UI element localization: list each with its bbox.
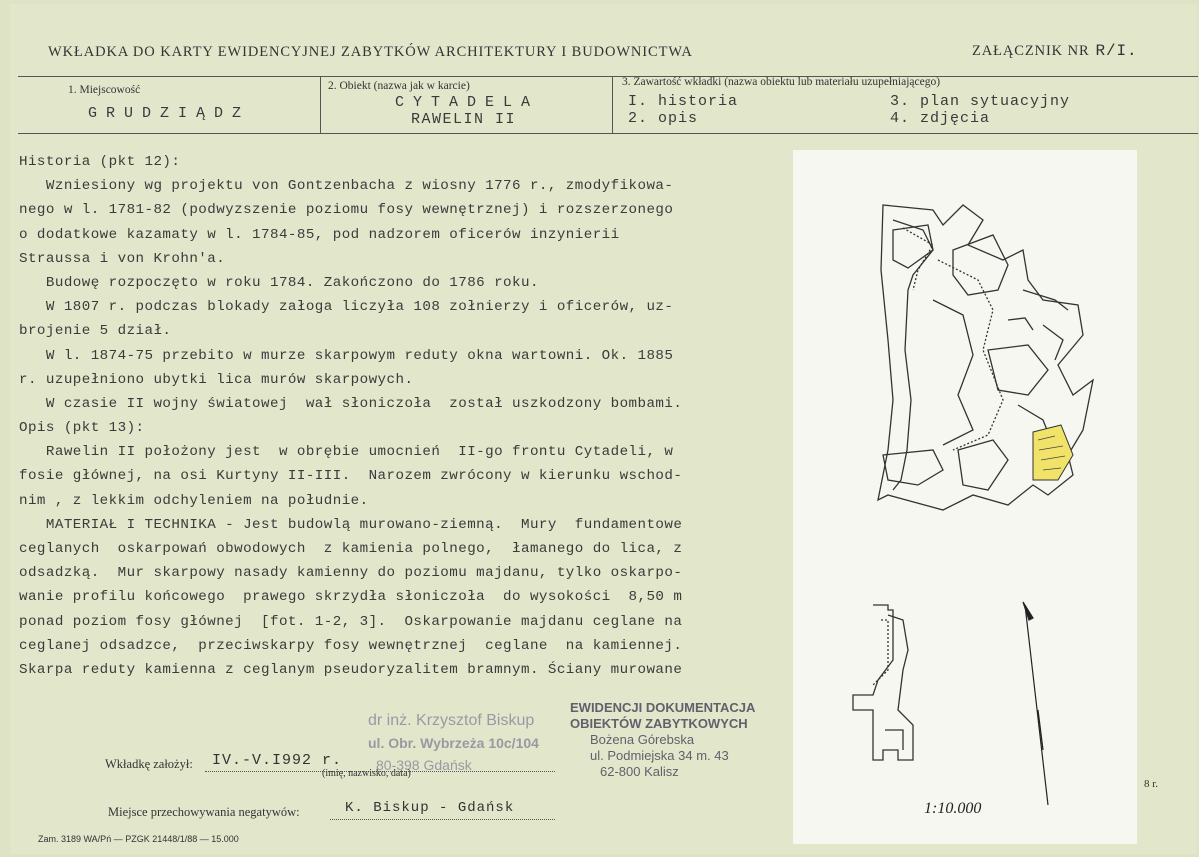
text-line: ceglanej odsadzce, przeciwskarpy fosy wewnętrznej ceglane na kamiennej. <box>19 637 683 654</box>
attachment-label: ZAŁĄCZNIK NR <box>972 43 1090 59</box>
text-line: Wzniesiony wg projektu von Gontzenbacha z wiosny 1776 r., zmodyfikowa- <box>19 178 674 195</box>
author-value: IV.-V.I992 r. <box>212 752 343 769</box>
locality-value: GRUDZIĄDZ <box>88 105 251 122</box>
text-line: o dodatkowe kazamaty w l. 1784-85, pod nadzorem oficerów inzynierii <box>19 226 620 243</box>
typed-description <box>19 150 779 682</box>
text-line: odsadzką. Mur skarpowy nasady kamienny do poziomu majdanu, tylko oskarpo- <box>19 565 683 582</box>
negatives-value: K. Biskup - Gdańsk <box>345 800 515 816</box>
text-line: W l. 1874-75 przebito w murze skarpowym reduty okna wartowni. Ok. 1885 <box>19 347 674 364</box>
object-value-1: CYTADELA <box>395 94 540 111</box>
author-stamp-line: 80-398 Gdańsk <box>376 757 472 773</box>
text-line: r. uzupełniono ubytki lica murów skarpowych. <box>19 371 414 388</box>
author-stamp-line: dr inż. Krzysztof Biskup <box>368 712 535 729</box>
field-divider-2 <box>612 76 613 133</box>
text-line: Budowę rozpoczęto w roku 1784. Zakończono do 1786 roku. <box>19 274 539 291</box>
contents-item-3: 3. plan sytuacyjny <box>890 93 1071 110</box>
contents-item-1: I. historia <box>628 93 739 110</box>
author-stamp-line: ul. Obr. Wybrzeża 10c/104 <box>368 735 539 751</box>
text-line: Historia (pkt 12): <box>19 154 181 170</box>
author-stamp <box>368 710 539 776</box>
attachment-number <box>972 42 1138 60</box>
text-line: fosie głównej, na osi Kurtyny II-III. Narozem zwrócony w kierunku wschod- <box>19 468 683 485</box>
object-label: 2. Obiekt (nazwa jak w karcie) <box>328 80 470 92</box>
text-line: Straussa i von Krohn'a. <box>19 250 226 267</box>
office-stamp-line: ul. Podmiejska 34 m. 43 <box>590 748 729 763</box>
author-caption: (imię, nazwisko, data) <box>322 768 411 779</box>
text-line: brojenie 5 dział. <box>19 323 172 340</box>
text-line: Skarpa reduty kamienna z ceglanym pseudoryzalitem bramnym. Ściany murowane <box>19 661 683 678</box>
plan-drawing-panel <box>793 150 1137 844</box>
north-arrow-icon <box>1023 602 1048 805</box>
author-label: Wkładkę założył: <box>105 757 193 771</box>
drawing-scale: 1:10.000 <box>924 800 982 817</box>
text-line: Opis (pkt 13): <box>19 420 145 437</box>
office-stamp-line: EWIDENCJI DOKUMENTACJA <box>570 700 756 715</box>
office-stamp <box>570 700 755 780</box>
print-info: Zam. 3189 WA/Pń — PZGK 21448/1/88 — 15.000 <box>38 834 239 844</box>
header-bottom-rule <box>18 133 1198 134</box>
locality-label: 1. Miejscowość <box>68 84 141 96</box>
text-line: nim , z lekkim odchyleniem na południe. <box>19 492 369 509</box>
office-stamp-line: OBIEKTÓW ZABYTKOWYCH <box>570 716 748 731</box>
contents-item-2: 2. opis <box>628 110 699 127</box>
negatives-dotted-line <box>330 818 555 820</box>
negatives-label: Miejsce przechowywania negatywów: <box>108 805 300 819</box>
highlighted-section <box>1033 425 1073 480</box>
text-line: W 1807 r. podczas blokady załoga liczyła 108 zołnierzy i oficerów, uz- <box>19 299 674 316</box>
object-value-2: RAWELIN II <box>411 111 517 128</box>
contents-label: 3. Zawartość wkładki (nazwa obiektu lub materiału uzupełniającego) <box>622 76 941 88</box>
contents-item-4: 4. zdjęcia <box>890 110 991 127</box>
text-line: W czasie II wojny światowej wał słoniczoła został uszkodzony bombami. <box>19 395 683 412</box>
field-divider-1 <box>320 76 321 133</box>
text-line: MATERIAŁ I TECHNIKA - Jest budowlą murowano-ziemną. Mury fundamentowe <box>19 516 683 533</box>
text-line: ceglanych oskarpowań obwodowych z kamienia polnego, łamanego do lica, z <box>19 541 683 557</box>
page-reference: 8 r. <box>1144 778 1159 790</box>
ravelin-plan <box>793 150 1137 844</box>
attachment-value: R/I. <box>1095 42 1138 60</box>
form-title: WKŁADKA DO KARTY EWIDENCYJNEJ ZABYTKÓW ARCHITEKTURY I BUDOWNICTWA <box>48 44 693 60</box>
text-line: ponad poziom fosy głównej [fot. 1-2, 3]. Oskarpowanie majdanu ceglane na <box>19 613 683 630</box>
office-stamp-line: Bożena Górebska <box>590 732 695 747</box>
header-top-rule <box>18 76 1198 77</box>
text-line: wanie profilu końcowego prawego skrzydła słoniczoła do wysokości 8,50 m <box>19 589 683 606</box>
text-line: Rawelin II położony jest w obrębie umocnień II-go frontu Cytadeli, w <box>19 444 674 461</box>
office-stamp-line: 62-800 Kalisz <box>600 764 679 779</box>
text-line: nego w l. 1781-82 (podwyzszenie poziomu fosy wewnętrznej) i rozszerzonego <box>19 202 674 219</box>
